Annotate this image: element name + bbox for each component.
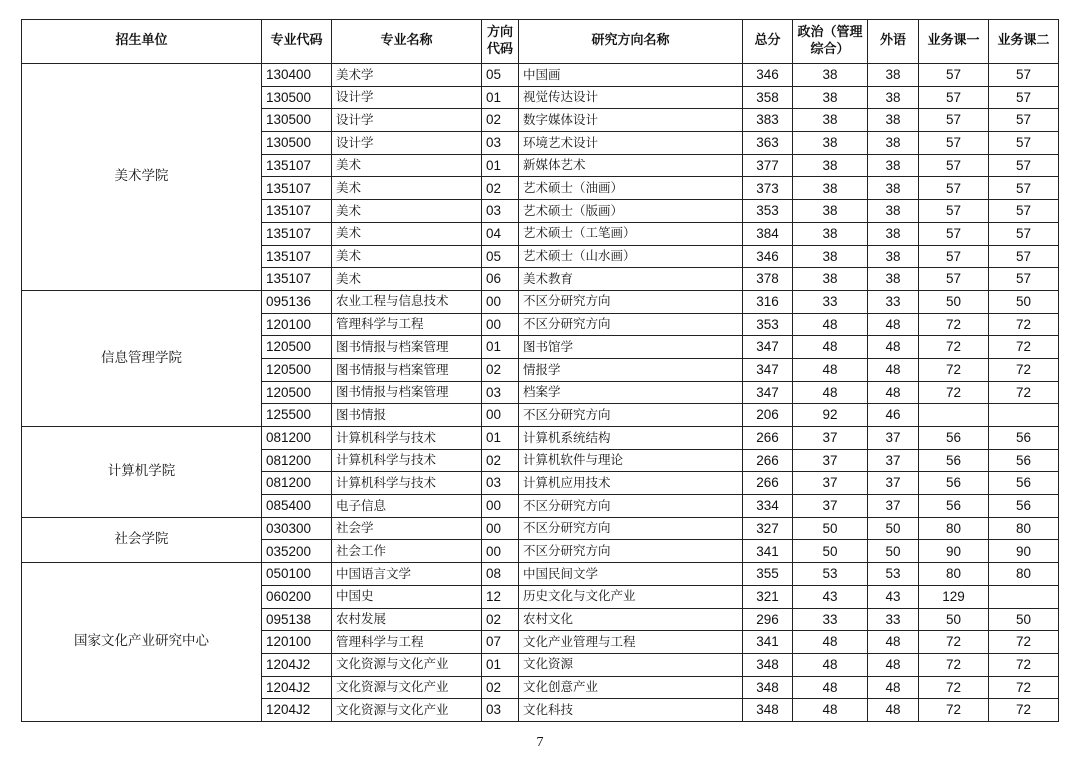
subject-one-score-cell: 80 — [919, 517, 989, 540]
foreign-language-score-cell: 48 — [868, 653, 919, 676]
direction-code-cell: 00 — [482, 517, 519, 540]
politics-score-cell: 38 — [793, 177, 868, 200]
direction-name-cell: 新媒体艺术 — [519, 154, 743, 177]
major-code-cell: 120500 — [262, 381, 332, 404]
major-name-cell: 美术 — [332, 177, 482, 200]
direction-code-cell: 02 — [482, 449, 519, 472]
direction-code-cell: 00 — [482, 540, 519, 563]
direction-code-cell: 03 — [482, 699, 519, 722]
subject-two-score-cell: 57 — [989, 86, 1059, 109]
direction-name-cell: 不区分研究方向 — [519, 540, 743, 563]
major-code-cell: 120500 — [262, 336, 332, 359]
major-code-cell: 095138 — [262, 608, 332, 631]
politics-score-cell: 38 — [793, 154, 868, 177]
total-score-cell: 358 — [743, 86, 793, 109]
subject-two-score-cell: 50 — [989, 290, 1059, 313]
total-score-cell: 341 — [743, 540, 793, 563]
major-code-cell: 081200 — [262, 449, 332, 472]
total-score-cell: 334 — [743, 495, 793, 518]
direction-code-cell: 12 — [482, 585, 519, 608]
direction-code-cell: 05 — [482, 245, 519, 268]
direction-code-cell: 00 — [482, 495, 519, 518]
unit-cell: 国家文化产业研究中心 — [22, 563, 262, 722]
major-name-cell: 美术 — [332, 200, 482, 223]
foreign-language-score-cell: 38 — [868, 154, 919, 177]
major-name-cell: 管理科学与工程 — [332, 631, 482, 654]
subject-two-score-cell: 50 — [989, 608, 1059, 631]
politics-score-cell: 38 — [793, 245, 868, 268]
direction-code-cell: 04 — [482, 222, 519, 245]
foreign-language-score-cell: 50 — [868, 517, 919, 540]
subject-one-score-cell: 57 — [919, 132, 989, 155]
header-foreign-language: 外语 — [868, 20, 919, 64]
subject-two-score-cell: 57 — [989, 245, 1059, 268]
subject-two-score-cell: 57 — [989, 64, 1059, 87]
subject-two-score-cell: 57 — [989, 200, 1059, 223]
direction-code-cell: 02 — [482, 358, 519, 381]
total-score-cell: 206 — [743, 404, 793, 427]
subject-two-score-cell: 72 — [989, 336, 1059, 359]
subject-two-score-cell: 56 — [989, 495, 1059, 518]
subject-two-score-cell: 80 — [989, 563, 1059, 586]
header-total-score: 总分 — [743, 20, 793, 64]
politics-score-cell: 38 — [793, 109, 868, 132]
total-score-cell: 341 — [743, 631, 793, 654]
foreign-language-score-cell: 48 — [868, 631, 919, 654]
foreign-language-score-cell: 46 — [868, 404, 919, 427]
foreign-language-score-cell: 37 — [868, 427, 919, 450]
subject-two-score-cell: 72 — [989, 381, 1059, 404]
subject-two-score-cell: 72 — [989, 653, 1059, 676]
foreign-language-score-cell: 38 — [868, 222, 919, 245]
major-name-cell: 农业工程与信息技术 — [332, 290, 482, 313]
total-score-cell: 347 — [743, 336, 793, 359]
foreign-language-score-cell: 38 — [868, 64, 919, 87]
subject-two-score-cell: 57 — [989, 222, 1059, 245]
politics-score-cell: 48 — [793, 313, 868, 336]
major-code-cell: 135107 — [262, 268, 332, 291]
major-name-cell: 社会学 — [332, 517, 482, 540]
subject-one-score-cell: 57 — [919, 268, 989, 291]
subject-two-score-cell: 56 — [989, 472, 1059, 495]
major-name-cell: 设计学 — [332, 109, 482, 132]
direction-code-cell: 02 — [482, 177, 519, 200]
major-name-cell: 图书情报与档案管理 — [332, 336, 482, 359]
direction-code-cell: 01 — [482, 86, 519, 109]
major-code-cell: 120100 — [262, 313, 332, 336]
subject-one-score-cell: 57 — [919, 222, 989, 245]
major-code-cell: 120100 — [262, 631, 332, 654]
politics-score-cell: 37 — [793, 472, 868, 495]
foreign-language-score-cell: 48 — [868, 699, 919, 722]
politics-score-cell: 43 — [793, 585, 868, 608]
total-score-cell: 316 — [743, 290, 793, 313]
direction-code-cell: 08 — [482, 563, 519, 586]
foreign-language-score-cell: 38 — [868, 245, 919, 268]
subject-two-score-cell: 90 — [989, 540, 1059, 563]
politics-score-cell: 48 — [793, 381, 868, 404]
major-name-cell: 管理科学与工程 — [332, 313, 482, 336]
major-code-cell: 130500 — [262, 86, 332, 109]
direction-name-cell: 美术教育 — [519, 268, 743, 291]
subject-two-score-cell: 72 — [989, 313, 1059, 336]
foreign-language-score-cell: 37 — [868, 449, 919, 472]
major-name-cell: 文化资源与文化产业 — [332, 653, 482, 676]
major-name-cell: 设计学 — [332, 86, 482, 109]
direction-code-cell: 03 — [482, 200, 519, 223]
direction-code-cell: 00 — [482, 313, 519, 336]
major-name-cell: 计算机科学与技术 — [332, 449, 482, 472]
foreign-language-score-cell: 38 — [868, 177, 919, 200]
major-code-cell: 081200 — [262, 427, 332, 450]
major-name-cell: 美术 — [332, 268, 482, 291]
subject-one-score-cell: 57 — [919, 177, 989, 200]
direction-name-cell: 艺术硕士（版画） — [519, 200, 743, 223]
direction-name-cell: 不区分研究方向 — [519, 313, 743, 336]
direction-name-cell: 不区分研究方向 — [519, 495, 743, 518]
direction-name-cell: 计算机应用技术 — [519, 472, 743, 495]
direction-name-cell: 文化资源 — [519, 653, 743, 676]
direction-name-cell: 情报学 — [519, 358, 743, 381]
header-row — [22, 20, 1059, 64]
subject-one-score-cell: 56 — [919, 472, 989, 495]
total-score-cell: 327 — [743, 517, 793, 540]
direction-name-cell: 不区分研究方向 — [519, 404, 743, 427]
major-code-cell: 1204J2 — [262, 699, 332, 722]
major-code-cell: 135107 — [262, 154, 332, 177]
major-code-cell: 085400 — [262, 495, 332, 518]
subject-one-score-cell: 57 — [919, 245, 989, 268]
major-code-cell: 120500 — [262, 358, 332, 381]
politics-score-cell: 53 — [793, 563, 868, 586]
subject-one-score-cell: 56 — [919, 495, 989, 518]
direction-name-cell: 档案学 — [519, 381, 743, 404]
direction-code-cell: 02 — [482, 608, 519, 631]
subject-two-score-cell: 72 — [989, 358, 1059, 381]
major-code-cell: 1204J2 — [262, 676, 332, 699]
major-code-cell: 135107 — [262, 222, 332, 245]
foreign-language-score-cell: 38 — [868, 200, 919, 223]
direction-name-cell: 艺术硕士（油画） — [519, 177, 743, 200]
major-name-cell: 计算机科学与技术 — [332, 472, 482, 495]
major-code-cell: 060200 — [262, 585, 332, 608]
politics-score-cell: 48 — [793, 699, 868, 722]
major-name-cell: 美术学 — [332, 64, 482, 87]
foreign-language-score-cell: 43 — [868, 585, 919, 608]
subject-two-score-cell — [989, 585, 1059, 608]
major-code-cell: 050100 — [262, 563, 332, 586]
subject-one-score-cell: 72 — [919, 676, 989, 699]
direction-name-cell: 历史文化与文化产业 — [519, 585, 743, 608]
major-code-cell: 095136 — [262, 290, 332, 313]
subject-one-score-cell: 56 — [919, 427, 989, 450]
subject-one-score-cell: 57 — [919, 64, 989, 87]
subject-one-score-cell — [919, 404, 989, 427]
subject-one-score-cell: 72 — [919, 653, 989, 676]
politics-score-cell: 50 — [793, 540, 868, 563]
subject-two-score-cell: 80 — [989, 517, 1059, 540]
direction-name-cell: 数字媒体设计 — [519, 109, 743, 132]
subject-one-score-cell: 90 — [919, 540, 989, 563]
direction-name-cell: 计算机软件与理论 — [519, 449, 743, 472]
foreign-language-score-cell: 37 — [868, 472, 919, 495]
major-name-cell: 电子信息 — [332, 495, 482, 518]
major-code-cell: 035200 — [262, 540, 332, 563]
direction-name-cell: 计算机系统结构 — [519, 427, 743, 450]
major-code-cell: 135107 — [262, 200, 332, 223]
major-code-cell: 081200 — [262, 472, 332, 495]
unit-cell: 计算机学院 — [22, 427, 262, 518]
foreign-language-score-cell: 37 — [868, 495, 919, 518]
direction-code-cell: 05 — [482, 64, 519, 87]
direction-code-cell: 07 — [482, 631, 519, 654]
politics-score-cell: 38 — [793, 86, 868, 109]
admission-score-table — [21, 19, 1059, 722]
foreign-language-score-cell: 48 — [868, 336, 919, 359]
total-score-cell: 353 — [743, 313, 793, 336]
direction-code-cell: 03 — [482, 132, 519, 155]
direction-code-cell: 03 — [482, 472, 519, 495]
subject-one-score-cell: 57 — [919, 86, 989, 109]
major-name-cell: 设计学 — [332, 132, 482, 155]
foreign-language-score-cell: 48 — [868, 358, 919, 381]
subject-two-score-cell: 72 — [989, 631, 1059, 654]
subject-one-score-cell: 72 — [919, 336, 989, 359]
direction-name-cell: 文化科技 — [519, 699, 743, 722]
total-score-cell: 321 — [743, 585, 793, 608]
politics-score-cell: 38 — [793, 222, 868, 245]
foreign-language-score-cell: 50 — [868, 540, 919, 563]
major-name-cell: 社会工作 — [332, 540, 482, 563]
direction-name-cell: 中国民间文学 — [519, 563, 743, 586]
politics-score-cell: 48 — [793, 336, 868, 359]
politics-score-cell: 33 — [793, 290, 868, 313]
foreign-language-score-cell: 33 — [868, 290, 919, 313]
direction-name-cell: 不区分研究方向 — [519, 517, 743, 540]
major-name-cell: 中国语言文学 — [332, 563, 482, 586]
major-name-cell: 图书情报与档案管理 — [332, 358, 482, 381]
politics-score-cell: 48 — [793, 653, 868, 676]
page-number: 7 — [536, 735, 544, 750]
foreign-language-score-cell: 48 — [868, 381, 919, 404]
politics-score-cell: 38 — [793, 132, 868, 155]
unit-cell: 社会学院 — [22, 517, 262, 562]
direction-code-cell: 06 — [482, 268, 519, 291]
subject-two-score-cell: 56 — [989, 449, 1059, 472]
header-subject-two: 业务课二 — [989, 20, 1059, 64]
subject-one-score-cell: 129 — [919, 585, 989, 608]
foreign-language-score-cell: 53 — [868, 563, 919, 586]
subject-one-score-cell: 50 — [919, 290, 989, 313]
major-name-cell: 图书情报 — [332, 404, 482, 427]
direction-name-cell: 艺术硕士（山水画） — [519, 245, 743, 268]
total-score-cell: 346 — [743, 245, 793, 268]
politics-score-cell: 48 — [793, 358, 868, 381]
header-direction-name: 研究方向名称 — [519, 20, 743, 64]
subject-two-score-cell: 57 — [989, 154, 1059, 177]
politics-score-cell: 50 — [793, 517, 868, 540]
politics-score-cell: 48 — [793, 631, 868, 654]
total-score-cell: 347 — [743, 381, 793, 404]
foreign-language-score-cell: 38 — [868, 109, 919, 132]
politics-score-cell: 37 — [793, 427, 868, 450]
header-major-name: 专业名称 — [332, 20, 482, 64]
header-major-code: 专业代码 — [262, 20, 332, 64]
total-score-cell: 373 — [743, 177, 793, 200]
table-row — [22, 64, 1059, 87]
direction-code-cell: 00 — [482, 404, 519, 427]
unit-cell: 美术学院 — [22, 64, 262, 291]
politics-score-cell: 37 — [793, 449, 868, 472]
subject-one-score-cell: 72 — [919, 358, 989, 381]
politics-score-cell: 33 — [793, 608, 868, 631]
major-code-cell: 135107 — [262, 177, 332, 200]
major-name-cell: 文化资源与文化产业 — [332, 699, 482, 722]
header-politics: 政治（管理综合） — [793, 20, 868, 64]
direction-code-cell: 03 — [482, 381, 519, 404]
subject-two-score-cell: 57 — [989, 132, 1059, 155]
major-name-cell: 美术 — [332, 222, 482, 245]
total-score-cell: 384 — [743, 222, 793, 245]
politics-score-cell: 92 — [793, 404, 868, 427]
major-name-cell: 美术 — [332, 245, 482, 268]
direction-code-cell: 02 — [482, 109, 519, 132]
total-score-cell: 348 — [743, 699, 793, 722]
foreign-language-score-cell: 38 — [868, 132, 919, 155]
major-name-cell: 美术 — [332, 154, 482, 177]
politics-score-cell: 38 — [793, 268, 868, 291]
major-name-cell: 农村发展 — [332, 608, 482, 631]
direction-code-cell: 01 — [482, 154, 519, 177]
subject-one-score-cell: 72 — [919, 313, 989, 336]
subject-one-score-cell: 50 — [919, 608, 989, 631]
subject-one-score-cell: 80 — [919, 563, 989, 586]
foreign-language-score-cell: 38 — [868, 86, 919, 109]
direction-code-cell: 01 — [482, 653, 519, 676]
total-score-cell: 377 — [743, 154, 793, 177]
total-score-cell: 355 — [743, 563, 793, 586]
foreign-language-score-cell: 48 — [868, 313, 919, 336]
direction-name-cell: 视觉传达设计 — [519, 86, 743, 109]
major-name-cell: 计算机科学与技术 — [332, 427, 482, 450]
subject-two-score-cell: 57 — [989, 177, 1059, 200]
foreign-language-score-cell: 38 — [868, 268, 919, 291]
direction-name-cell: 艺术硕士（工笔画） — [519, 222, 743, 245]
subject-two-score-cell — [989, 404, 1059, 427]
total-score-cell: 348 — [743, 653, 793, 676]
direction-name-cell: 图书馆学 — [519, 336, 743, 359]
header-direction-code: 方向代码 — [482, 20, 519, 64]
major-code-cell: 135107 — [262, 245, 332, 268]
subject-one-score-cell: 72 — [919, 381, 989, 404]
foreign-language-score-cell: 33 — [868, 608, 919, 631]
table-row — [22, 427, 1059, 450]
direction-code-cell: 01 — [482, 336, 519, 359]
total-score-cell: 296 — [743, 608, 793, 631]
major-code-cell: 130400 — [262, 64, 332, 87]
total-score-cell: 346 — [743, 64, 793, 87]
direction-name-cell: 农村文化 — [519, 608, 743, 631]
major-code-cell: 1204J2 — [262, 653, 332, 676]
table-body — [22, 64, 1059, 722]
major-code-cell: 130500 — [262, 132, 332, 155]
direction-name-cell: 中国画 — [519, 64, 743, 87]
subject-one-score-cell: 72 — [919, 699, 989, 722]
direction-name-cell: 文化创意产业 — [519, 676, 743, 699]
table-row — [22, 290, 1059, 313]
major-name-cell: 中国史 — [332, 585, 482, 608]
direction-name-cell: 不区分研究方向 — [519, 290, 743, 313]
major-code-cell: 130500 — [262, 109, 332, 132]
major-name-cell: 图书情报与档案管理 — [332, 381, 482, 404]
foreign-language-score-cell: 48 — [868, 676, 919, 699]
direction-name-cell: 文化产业管理与工程 — [519, 631, 743, 654]
total-score-cell: 353 — [743, 200, 793, 223]
total-score-cell: 378 — [743, 268, 793, 291]
politics-score-cell: 38 — [793, 64, 868, 87]
unit-cell: 信息管理学院 — [22, 290, 262, 426]
major-code-cell: 030300 — [262, 517, 332, 540]
subject-one-score-cell: 57 — [919, 200, 989, 223]
politics-score-cell: 38 — [793, 200, 868, 223]
subject-one-score-cell: 57 — [919, 154, 989, 177]
total-score-cell: 347 — [743, 358, 793, 381]
total-score-cell: 348 — [743, 676, 793, 699]
direction-code-cell: 01 — [482, 427, 519, 450]
total-score-cell: 266 — [743, 427, 793, 450]
total-score-cell: 266 — [743, 449, 793, 472]
subject-one-score-cell: 56 — [919, 449, 989, 472]
subject-two-score-cell: 56 — [989, 427, 1059, 450]
subject-two-score-cell: 57 — [989, 268, 1059, 291]
subject-one-score-cell: 72 — [919, 631, 989, 654]
major-code-cell: 125500 — [262, 404, 332, 427]
major-name-cell: 文化资源与文化产业 — [332, 676, 482, 699]
total-score-cell: 266 — [743, 472, 793, 495]
total-score-cell: 363 — [743, 132, 793, 155]
total-score-cell: 383 — [743, 109, 793, 132]
header-unit: 招生单位 — [22, 20, 262, 64]
politics-score-cell: 48 — [793, 676, 868, 699]
subject-two-score-cell: 72 — [989, 676, 1059, 699]
subject-two-score-cell: 57 — [989, 109, 1059, 132]
header-subject-one: 业务课一 — [919, 20, 989, 64]
table-row — [22, 517, 1059, 540]
table-row — [22, 563, 1059, 586]
politics-score-cell: 37 — [793, 495, 868, 518]
direction-code-cell: 02 — [482, 676, 519, 699]
subject-one-score-cell: 57 — [919, 109, 989, 132]
subject-two-score-cell: 72 — [989, 699, 1059, 722]
direction-name-cell: 环境艺术设计 — [519, 132, 743, 155]
direction-code-cell: 00 — [482, 290, 519, 313]
